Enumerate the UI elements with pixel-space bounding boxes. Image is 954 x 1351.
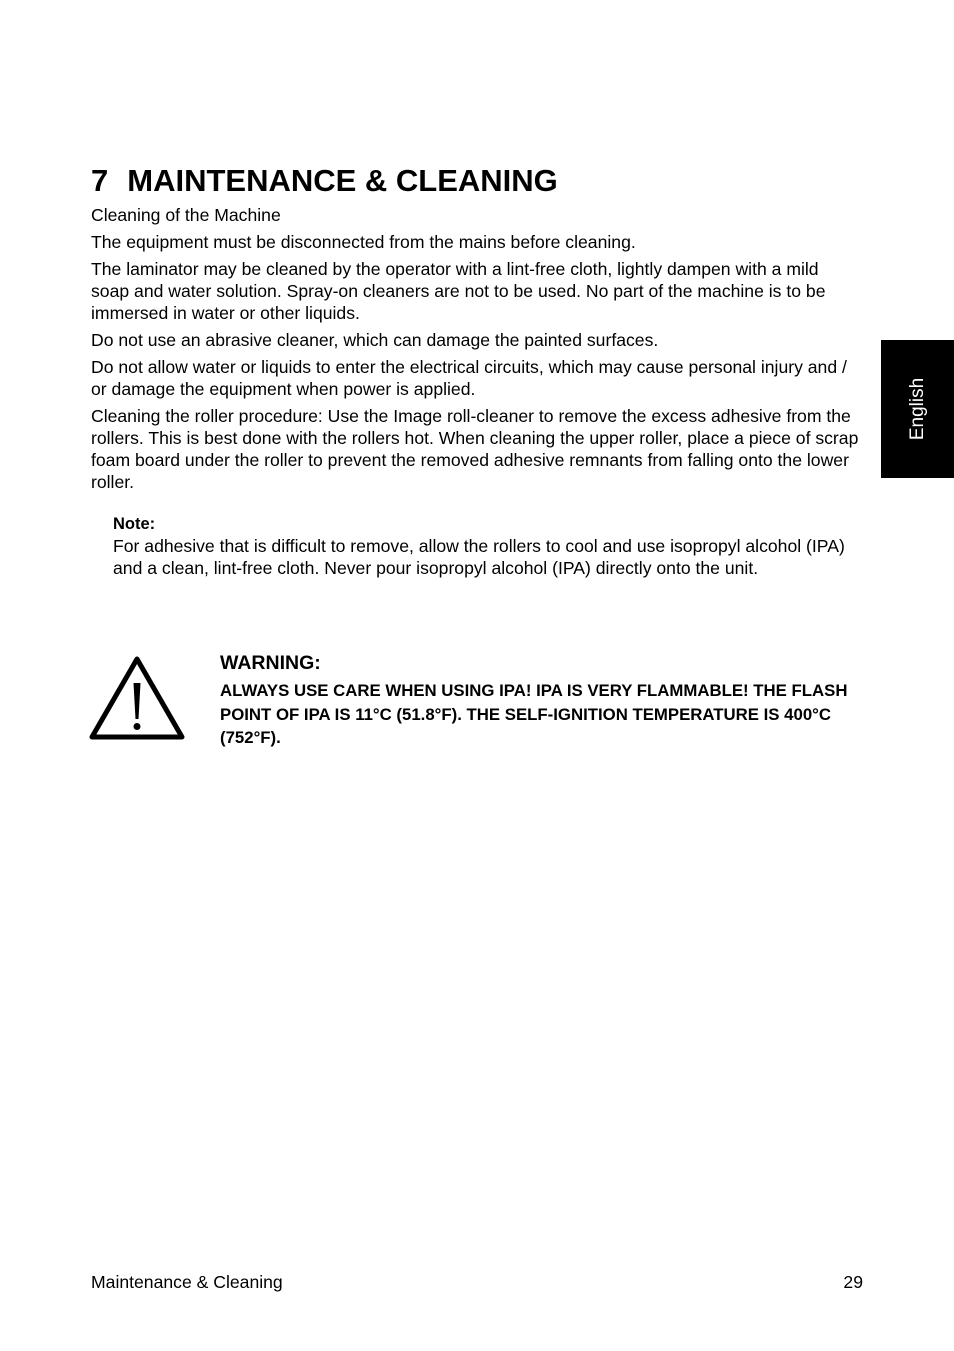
note-title: Note: — [113, 515, 156, 533]
warning-box — [220, 651, 880, 750]
body-text — [91, 204, 861, 498]
note-text: For adhesive that is difficult to remove, allow the rollers to cool and use isopropyl alcohol (IPA) and a clean, lint-free cloth. Never pour isopropyl alcohol (IPA) directly onto the unit. — [113, 536, 845, 578]
page-number: 29 — [843, 1272, 863, 1292]
warning-text: ALWAYS USE CARE WHEN USING IPA! IPA IS VERY FLAMMABLE! THE FLASH POINT OF IPA IS 11°C (51.8°F). THE SELF-IGNITION TEMPERATURE IS 400°C (752°F). — [220, 681, 848, 747]
page-title — [91, 161, 558, 201]
note-box — [113, 513, 853, 579]
warning-title: WARNING: — [220, 652, 321, 674]
paragraph: Do not allow water or liquids to enter the electrical circuits, which may cause personal injury and / or damage the equipment when power is applied. — [91, 357, 847, 399]
warning-triangle-icon — [89, 655, 185, 741]
paragraph: The laminator may be cleaned by the operator with a lint-free cloth, lightly dampen with a mild soap and water solution. Spray-on cleaners are not to be used. No part of the machine is to be immersed in water or other liquids. — [91, 259, 826, 323]
paragraph: Do not use an abrasive cleaner, which can damage the painted surfaces. — [91, 330, 659, 350]
subtitle: Cleaning of the Machine — [91, 205, 281, 225]
language-tab — [881, 340, 954, 478]
paragraph: Cleaning the roller procedure: Use the Image roll-cleaner to remove the excess adhesive from the rollers. This is best done with the rollers hot. When cleaning the upper roller, place a piece of scrap foam board under the roller to prevent the removed adhesive remnants from falling onto the lower roller. — [91, 406, 859, 492]
language-tab-label: English — [906, 377, 928, 441]
footer-section: Maintenance & Cleaning — [91, 1272, 283, 1292]
section-title: MAINTENANCE & CLEANING — [127, 163, 558, 198]
paragraph: The equipment must be disconnected from the mains before cleaning. — [91, 232, 636, 252]
section-number: 7 — [91, 163, 109, 198]
